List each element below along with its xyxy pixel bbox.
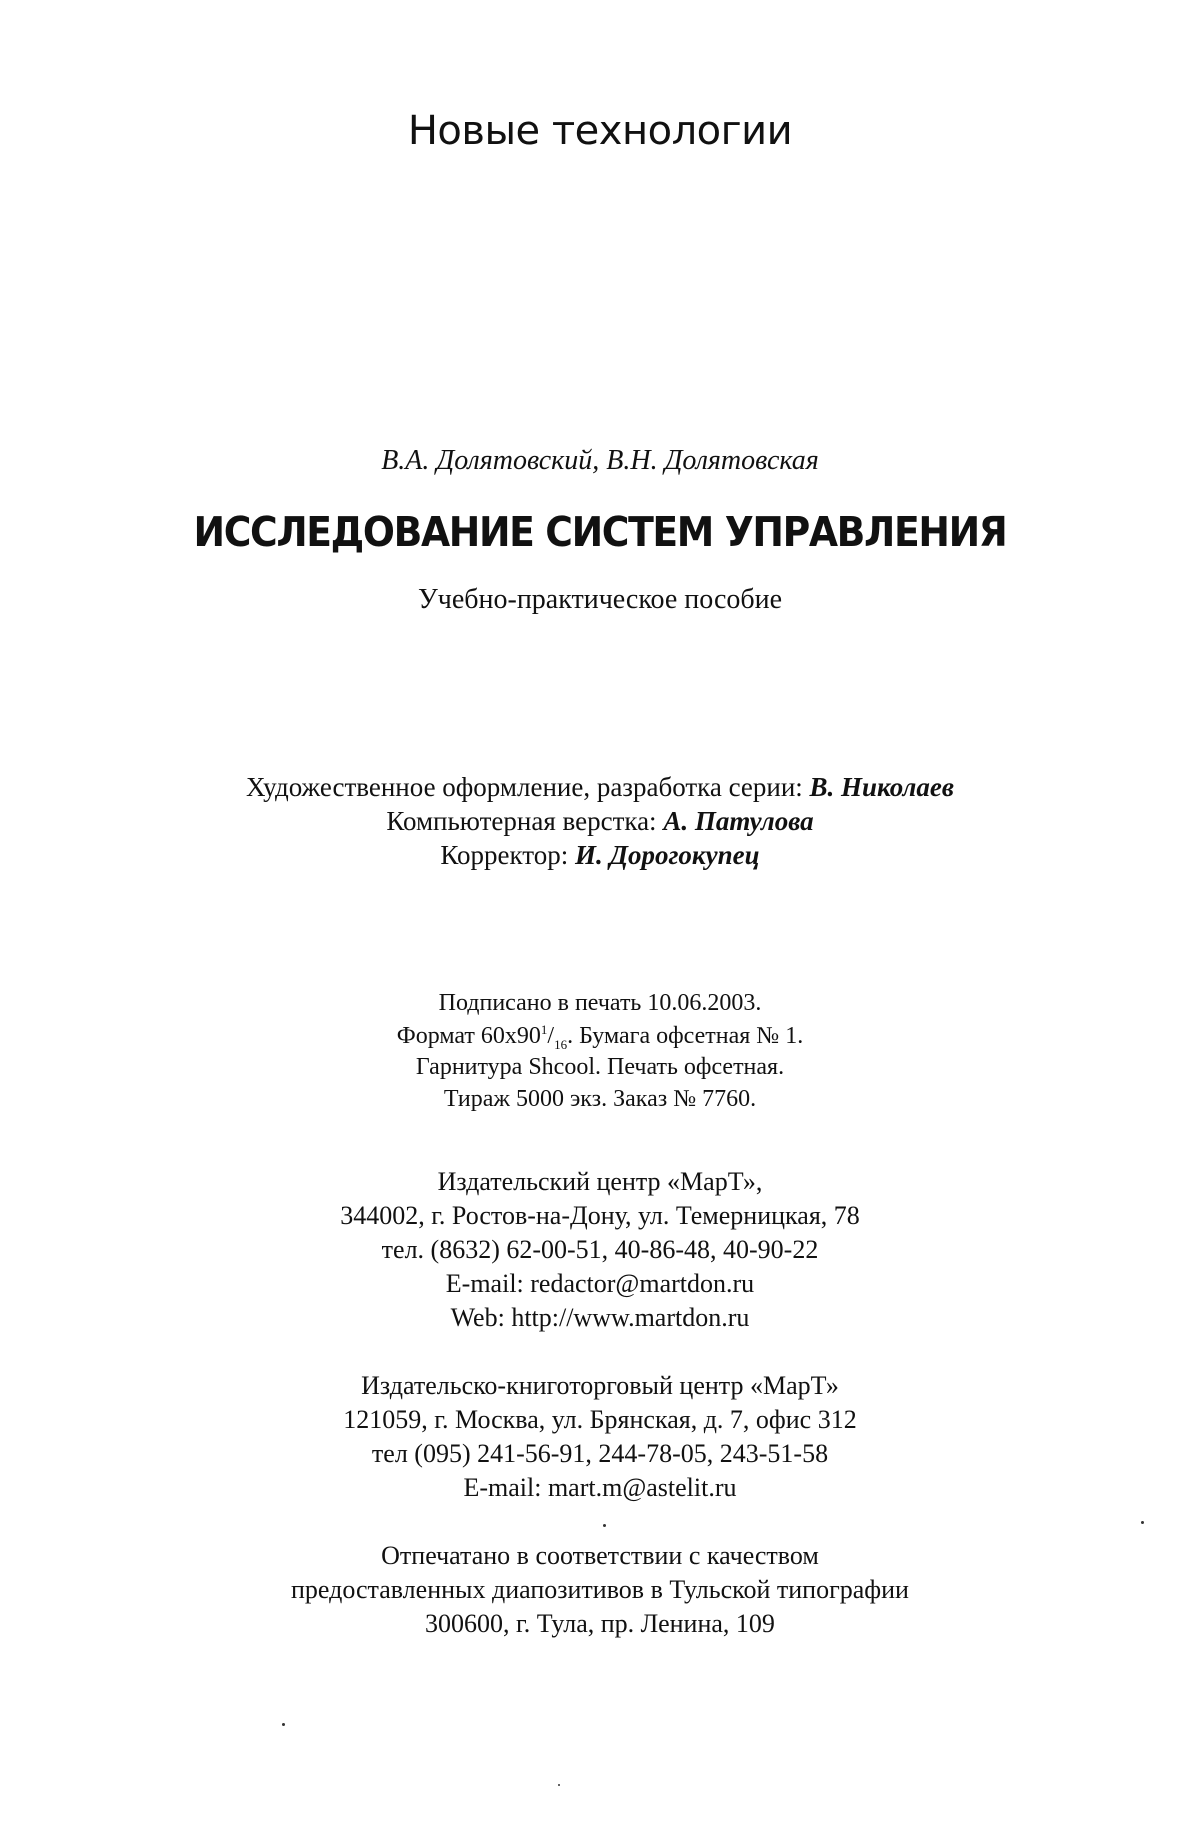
authors: В.А. Долятовский, В.Н. Долятовская [381,445,819,476]
scan-speck [282,1723,285,1726]
publisher-line: Web: http://www.martdon.ru [450,1303,750,1332]
printer-line: 300600, г. Тула, пр. Ленина, 109 [425,1609,775,1638]
bookseller-line: Издательско-книготорговый центр «МарТ» [361,1371,839,1400]
publisher-line: E-mail: redactor@martdon.ru [445,1269,755,1298]
credit-role: Компьютерная верстка: [386,806,657,836]
book-title: ИССЛЕДОВАНИЕ СИСТЕМ УПРАВЛЕНИЯ [193,508,1007,556]
credit-layout [0,806,1200,837]
credit-name: А. Патулова [663,806,814,836]
credit-design [0,772,1200,803]
credit-name: В. Николаев [809,772,954,802]
imprint-format: Формат $60x90^1/_{16}$. Бумага офсетная № 1. [396,1022,804,1052]
scan-speck [603,1524,606,1527]
imprint-typeface: Гарнитура Shcool. Печать офсетная. [415,1054,785,1080]
scan-speck [558,1784,560,1786]
format-numerator: 1 [540,1022,548,1037]
format-suffix: . Бумага офсетная № 1. [567,1023,804,1049]
book-subtitle: Учебно-практическое пособие [417,584,783,615]
printer-line: предоставленных диапозитивов в Тульской типографии [291,1575,909,1604]
format-denominator: 16 [554,1036,568,1052]
credit-name: И. Дорогокупец [575,840,760,870]
credit-role: Художественное оформление, разработка серии: [246,772,803,802]
publisher-line: тел. (8632) 62-00-51, 40-86-48, 40-90-22 [381,1235,819,1264]
scan-speck [1141,1521,1144,1524]
printer-line: Отпечатано в соответствии с качеством [381,1541,819,1570]
publisher-line: 344002, г. Ростов-на-Дону, ул. Темерницкая, 78 [340,1201,860,1230]
series-name: Новые технологии [407,108,793,154]
credit-role: Корректор: [440,840,569,870]
credit-proofreader [0,840,1200,871]
bookseller-line: 121059, г. Москва, ул. Брянская, д. 7, офис 312 [343,1405,857,1434]
format-prefix: Формат 60x90 [396,1023,541,1049]
imprint-signed: Подписано в печать 10.06.2003. [438,990,762,1016]
publisher-line: Издательский центр «МарТ», [437,1167,763,1196]
imprint-print-run: Тираж 5000 экз. Заказ № 7760. [443,1086,757,1112]
bookseller-line: E-mail: mart.m@astelit.ru [463,1473,737,1502]
bookseller-line: тел (095) 241-56-91, 244-78-05, 243-51-58 [371,1439,829,1468]
